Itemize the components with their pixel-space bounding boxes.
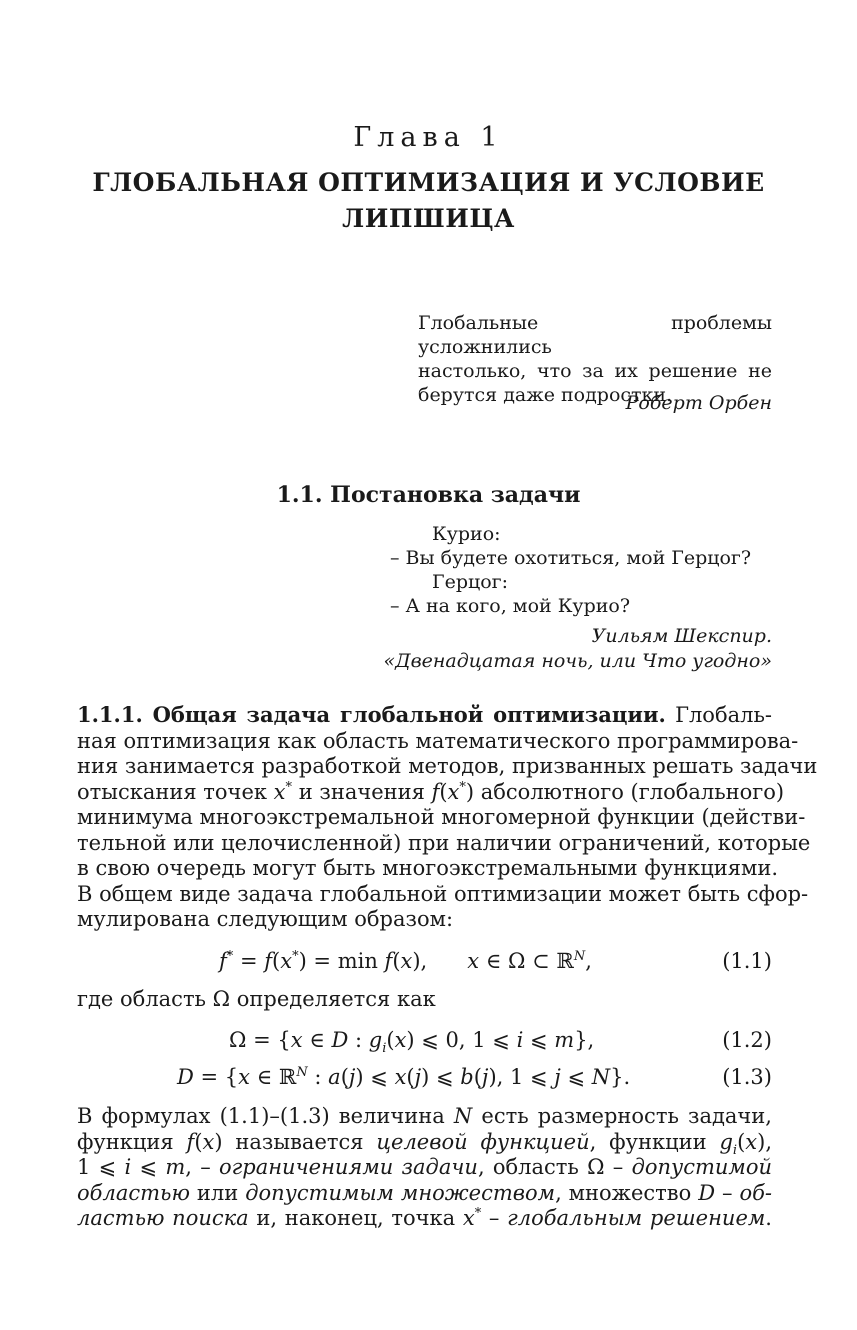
dialogue-epigraph	[390, 522, 751, 618]
formula-expression: Ω = {x ∈ D : $g_i(x)$ ⩽ 0, 1 ⩽ i ⩽ m},	[229, 1028, 595, 1057]
dialogue-source	[384, 624, 772, 674]
chapter-label: Глава 1	[353, 122, 504, 153]
paragraph-line	[77, 702, 772, 729]
paragraph-line: ная оптимизация как область математического программирова-	[77, 728, 799, 753]
where-text: где область Ω определяется как	[77, 987, 436, 1011]
formula-number: (1.1)	[722, 949, 772, 973]
formula-number: (1.3)	[722, 1065, 772, 1089]
subsection-heading: 1.1.1. Общая задача глобальной оптимизации.	[77, 702, 666, 727]
dialogue-speaker: Курио:	[432, 523, 501, 545]
paragraph-line: областью или допустимым множеством, множество D – об-	[77, 1180, 773, 1205]
paragraph-line: ластью поиска и, наконец, точка x* – глобальным решением.	[77, 1206, 772, 1230]
paragraph-problem-statement	[77, 702, 818, 933]
chapter-title-line1: ГЛОБАЛЬНАЯ ОПТИМИЗАЦИЯ И УСЛОВИЕ	[92, 168, 765, 197]
paragraph-definitions	[77, 1104, 772, 1232]
epigraph-author: Роберт Орбен	[625, 392, 772, 414]
epigraph-line: настолько, что за их решение не	[418, 360, 772, 382]
paragraph-line: функция f(x) называется целевой функцией, функции $g_i(x)$,	[77, 1129, 772, 1158]
section-title: 1.1. Постановка задачи	[276, 482, 581, 508]
paragraph-line: в свою очередь могут быть многоэкстремальными функциями.	[77, 856, 779, 880]
paragraph-line: отыскания точек x* и значения f(x*) абсолютного (глобального)	[77, 779, 785, 804]
paragraph-line: минимума многоэкстремальной многомерной функции (действи-	[77, 805, 806, 829]
formula-expression: f* = f(x*) = min f(x), x ∈ Ω ⊂ ℝ$^N$,	[219, 949, 592, 973]
paragraph-line: 1 ⩽ i ⩽ m, – ограничениями задачи, область Ω – допустимой	[77, 1155, 772, 1179]
paragraph-line: В общем виде задача глобальной оптимизации может быть сфор-	[77, 881, 809, 906]
chapter-title	[60, 165, 797, 237]
dialogue-line: – Вы будете охотиться, мой Герцог?	[390, 547, 752, 569]
source-work: «Двенадцатая ночь, или Что угодно»	[383, 650, 772, 672]
formula-number: (1.2)	[722, 1028, 772, 1052]
dialogue-speaker: Герцог:	[432, 571, 508, 593]
source-author: Уильям Шекспир.	[591, 625, 772, 647]
paragraph-line-tail: Глобаль-	[665, 703, 772, 727]
epigraph-line: Глобальные проблемы усложнились	[418, 312, 772, 358]
paragraph-line: ния занимается разработкой методов, призванных решать задачи	[77, 754, 818, 778]
paragraph-line: В формулах (1.1)–(1.3) величина N есть размерность задачи,	[77, 1104, 772, 1128]
epigraph-line: берутся даже подростки.	[418, 384, 673, 406]
dialogue-line: – А на кого, мой Курио?	[390, 595, 631, 617]
chapter-title-line2: ЛИПШИЦА	[342, 204, 515, 233]
formula-expression: D = {x ∈ ℝ$^N$ : a(j) ⩽ x(j) ⩽ b(j), 1 ⩽ j ⩽ N}.	[177, 1065, 631, 1089]
paragraph-line: мулирована следующим образом:	[77, 907, 454, 931]
paragraph-line: тельной или целочисленной) при наличии ограничений, которые	[77, 830, 811, 855]
